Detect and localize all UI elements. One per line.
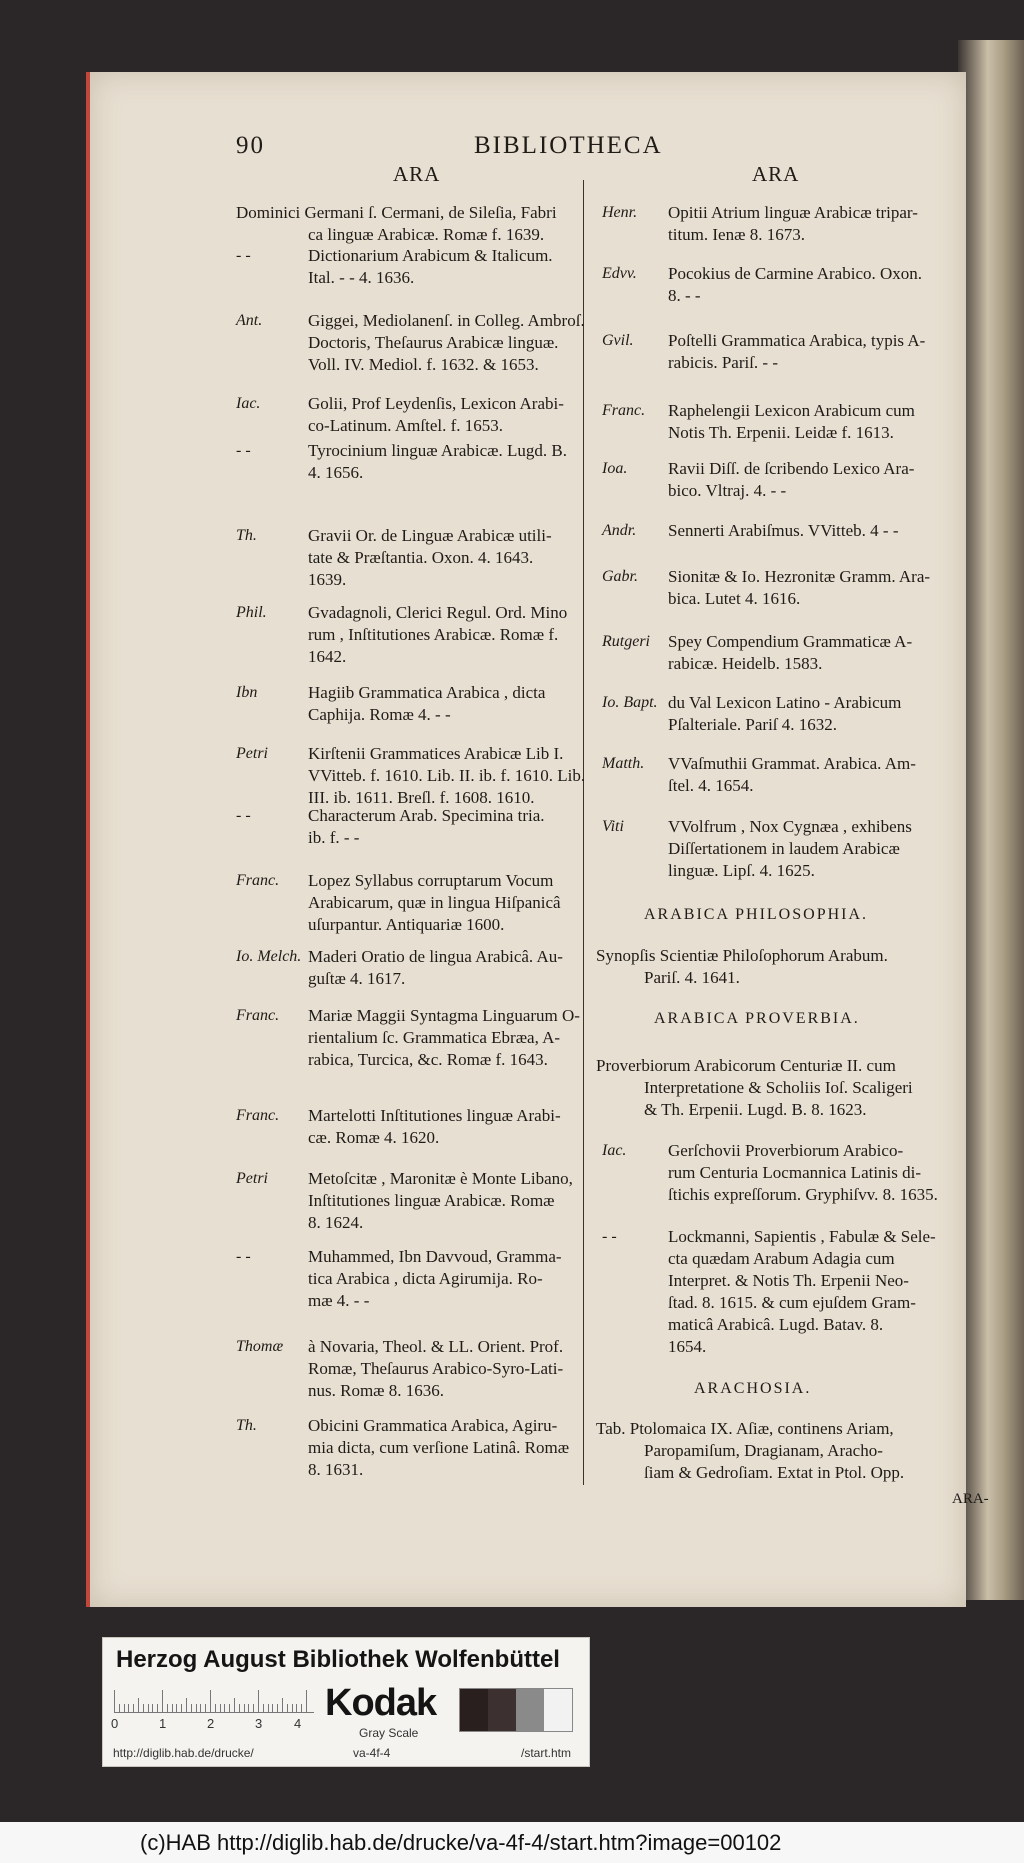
entry-line: cta quædam Arabum Adagia cum <box>668 1249 895 1268</box>
ruler-tick <box>114 1690 115 1712</box>
entry-author-abbr: Petri <box>236 745 268 762</box>
entry-line: 8. - - <box>668 286 701 305</box>
entry-line: Lockmanni, Sapientis , Fabulæ & Sele- <box>668 1227 936 1246</box>
entry-line: Raphelengii Lexicon Arabicum cum <box>668 401 915 420</box>
swatch-white <box>544 1689 572 1731</box>
entry-author-abbr: - - <box>236 442 251 459</box>
entry-line: bica. Lutet 4. 1616. <box>668 589 801 608</box>
ruler-number: 1 <box>159 1716 167 1731</box>
entry-author-abbr: Rutgeri <box>602 633 650 650</box>
entry-line: Pariſ. 4. 1641. <box>644 968 740 987</box>
ruler <box>114 1688 314 1713</box>
swatch-dark <box>488 1689 516 1731</box>
ruler-tick <box>143 1704 144 1712</box>
ruler-tick <box>205 1704 206 1712</box>
entry-line: Giggei, Mediolanenſ. in Colleg. Ambroſ. <box>308 311 585 330</box>
ruler-tick <box>220 1704 221 1712</box>
ruler-tick <box>152 1704 153 1712</box>
catchword: ARA- <box>952 1491 989 1507</box>
entry-line: Opitii Atrium linguæ Arabicæ tripar- <box>668 203 918 222</box>
ruler-number: 3 <box>255 1716 263 1731</box>
entry-line: co-Latinum. Amſtel. f. 1653. <box>308 416 503 435</box>
entry-author-abbr: Io. Bapt. <box>602 694 658 711</box>
entry-author-abbr: Th. <box>236 1417 257 1434</box>
entry-line: Doctoris, Theſaurus Arabicæ linguæ. <box>308 333 559 352</box>
swatch-mid <box>516 1689 544 1731</box>
ruler-tick <box>234 1698 235 1712</box>
entry-author-abbr: Petri <box>236 1170 268 1187</box>
entry-line: 8. 1631. <box>308 1460 364 1479</box>
entry-line: rabica, Turcica, &c. Romæ f. 1643. <box>308 1050 548 1069</box>
entry-line: VVaſmuthii Grammat. Arabica. Am- <box>668 754 916 773</box>
ruler-tick <box>215 1704 216 1712</box>
entry-line: linguæ. Lipſ. 4. 1625. <box>668 861 815 880</box>
calibration-card <box>102 1637 590 1767</box>
entry-line: rum , Inſtitutiones Arabicæ. Romæ f. <box>308 625 559 644</box>
ruler-number: 0 <box>111 1716 119 1731</box>
entry-line: Sennerti Arabiſmus. VVitteb. 4 - - <box>668 521 899 540</box>
entry-author-abbr: Matth. <box>602 755 645 772</box>
ruler-tick <box>248 1704 249 1712</box>
ruler-number: 2 <box>207 1716 215 1731</box>
entry-line: Hagiib Grammatica Arabica , dicta <box>308 683 546 702</box>
entry-line: Gerſchovii Proverbiorum Arabico- <box>668 1141 904 1160</box>
entry-line: mia dicta, cum verſione Latinâ. Romæ <box>308 1438 570 1457</box>
entry-line: Muhammed, Ibn Davvoud, Gramma- <box>308 1247 562 1266</box>
ruler-number: 4 <box>294 1716 302 1731</box>
entry-line: Sionitæ & Io. Hezronitæ Gramm. Ara- <box>668 567 931 586</box>
section-heading: ARACHOSIA. <box>694 1380 812 1397</box>
entry-line: 1642. <box>308 647 347 666</box>
footer-text: (c)HAB http://diglib.hab.de/drucke/va-4f-4/start.htm?image=00102 <box>140 1830 782 1855</box>
entry-line: Metoſcitæ , Maronitæ è Monte Libano, <box>308 1169 573 1188</box>
section-heading: ARABICA PROVERBIA. <box>654 1010 860 1027</box>
entry-line: Romæ, Theſaurus Arabico-Syro-Lati- <box>308 1359 564 1378</box>
book-fore-edge <box>958 40 1024 1600</box>
swatch-black <box>460 1689 488 1731</box>
entry-author-abbr: Franc. <box>602 402 646 419</box>
ruler-tick <box>162 1690 163 1712</box>
entry-line: Synopſis Scientiæ Philoſophorum Arabum. <box>596 946 888 965</box>
entry-author-abbr: Io. Melch. <box>236 948 302 965</box>
ruler-tick <box>306 1690 307 1712</box>
entry-line: III. ib. 1611. Breſl. f. 1608. 1610. <box>308 788 535 807</box>
entry-line: ſtichis expreſſorum. Gryphiſvv. 8. 1635. <box>668 1185 938 1204</box>
entry-line: cæ. Romæ 4. 1620. <box>308 1128 440 1147</box>
entry-author-abbr: - - <box>602 1228 617 1245</box>
entry-author-abbr: Ibn <box>236 684 258 701</box>
entry-author-abbr: - - <box>236 247 251 264</box>
entry-line: VVolfrum , Nox Cygnæa , exhibens <box>668 817 912 836</box>
footer-bar <box>0 1822 1024 1863</box>
entry-line: & Th. Erpenii. Lugd. B. 8. 1623. <box>644 1100 867 1119</box>
ruler-tick <box>186 1698 187 1712</box>
entry-line: rientalium ſc. Grammatica Ebræa, A- <box>308 1028 561 1047</box>
entry-line: Proverbiorum Arabicorum Centuriæ II. cum <box>596 1056 896 1075</box>
entry-line: Ravii Diſſ. de ſcribendo Lexico Ara- <box>668 459 915 478</box>
library-name: Herzog August Bibliothek Wolfenbüttel <box>116 1646 560 1673</box>
right-column-head: ARA <box>752 162 800 186</box>
entry-line: tica Arabica , dicta Agirumija. Ro- <box>308 1269 543 1288</box>
left-column-head: ARA <box>393 162 441 186</box>
entry-author-abbr: Franc. <box>236 872 280 889</box>
entry-line: rabicis. Pariſ. - - <box>668 353 778 372</box>
ruler-tick <box>172 1704 173 1712</box>
ruler-tick <box>181 1704 182 1712</box>
ruler-tick <box>282 1698 283 1712</box>
entry-line: Lopez Syllabus corruptarum Vocum <box>308 871 554 890</box>
entry-line: Inſtitutiones linguæ Arabicæ. Romæ <box>308 1191 555 1210</box>
entry-line: ib. f. - - <box>308 828 360 847</box>
entry-line: Gravii Or. de Linguæ Arabicæ utili- <box>308 526 552 545</box>
entry-line: Diſſertationem in laudem Arabicæ <box>668 839 900 858</box>
entry-line: Obicini Grammatica Arabica, Agiru- <box>308 1416 558 1435</box>
ruler-tick <box>272 1704 273 1712</box>
entry-line: Pocokius de Carmine Arabico. Oxon. <box>668 264 923 283</box>
entry-line: ſtad. 8. 1615. & cum ejuſdem Gram- <box>668 1293 916 1312</box>
entry-line: Caphija. Romæ 4. - - <box>308 705 451 724</box>
ruler-tick <box>263 1704 264 1712</box>
ruler-tick <box>292 1704 293 1712</box>
entry-line: tate & Præſtantia. Oxon. 4. 1643. <box>308 548 534 567</box>
entry-author-abbr: Ioa. <box>602 460 628 477</box>
entry-author-abbr: Andr. <box>602 522 637 539</box>
url-base: http://diglib.hab.de/drucke/ <box>113 1746 254 1760</box>
entry-author-abbr: Gabr. <box>602 568 639 585</box>
entry-line: à Novaria, Theol. & LL. Orient. Prof. <box>308 1337 564 1356</box>
ruler-tick <box>148 1704 149 1712</box>
entry-line: Interpret. & Notis Th. Erpenii Neo- <box>668 1271 909 1290</box>
running-head: BIBLIOTHECA <box>474 132 663 159</box>
entry-author-abbr: - - <box>236 807 251 824</box>
entry-author-abbr: Iac. <box>236 395 261 412</box>
entry-line: Poſtelli Grammatica Arabica, typis A- <box>668 331 926 350</box>
ruler-tick <box>191 1704 192 1712</box>
entry-line: mæ 4. - - <box>308 1291 370 1310</box>
ruler-tick <box>196 1704 197 1712</box>
kodak-logo: Kodak <box>325 1682 437 1724</box>
entry-author-abbr: Franc. <box>236 1107 280 1124</box>
entry-author-abbr: Th. <box>236 527 257 544</box>
entry-author-abbr: Henr. <box>602 204 638 221</box>
entry-author-abbr: Iac. <box>602 1142 627 1159</box>
entry-line: Tyrocinium linguæ Arabicæ. Lugd. B. <box>308 441 567 460</box>
ruler-tick <box>244 1704 245 1712</box>
entry-author-abbr: Thomæ <box>236 1338 284 1355</box>
ruler-tick <box>296 1704 297 1712</box>
ruler-tick <box>224 1704 225 1712</box>
ruler-tick <box>287 1704 288 1712</box>
entry-line: ca linguæ Arabicæ. Romæ f. 1639. <box>308 225 545 244</box>
url-start: /start.htm <box>521 1746 572 1760</box>
ruler-tick <box>268 1704 269 1712</box>
ruler-tick <box>229 1704 230 1712</box>
entry-line: Notis Th. Erpenii. Leidæ f. 1613. <box>668 423 894 442</box>
ruler-tick <box>253 1704 254 1712</box>
ruler-tick <box>277 1704 278 1712</box>
entry-line: Interpretatione & Scholiis Ioſ. Scaligeri <box>644 1078 913 1097</box>
entry-line: Pſalteriale. Pariſ 4. 1632. <box>668 715 838 734</box>
ruler-tick <box>258 1690 259 1712</box>
entry-line: 1654. <box>668 1337 707 1356</box>
entry-line: Kirſtenii Grammatices Arabicæ Lib I. <box>308 744 564 763</box>
entry-line: uſurpantur. Antiquariæ 1600. <box>308 915 505 934</box>
entry-author-abbr: Edvv. <box>602 265 637 282</box>
ruler-tick <box>128 1704 129 1712</box>
entry-author-abbr: Phil. <box>236 604 267 621</box>
entry-line: nus. Romæ 8. 1636. <box>308 1381 445 1400</box>
entry-author-abbr: Ant. <box>236 312 263 329</box>
page-number: 90 <box>236 132 265 159</box>
entry-line: Spey Compendium Grammaticæ A- <box>668 632 913 651</box>
ruler-tick <box>200 1704 201 1712</box>
entry-line: du Val Lexicon Latino - Arabicum <box>668 693 902 712</box>
entry-line: Dictionarium Arabicum & Italicum. <box>308 246 553 265</box>
ruler-tick <box>210 1690 211 1712</box>
entry-line: Characterum Arab. Specimina tria. <box>308 806 545 825</box>
ruler-tick <box>176 1704 177 1712</box>
entry-line: 1639. <box>308 570 347 589</box>
entry-author-abbr: Gvil. <box>602 332 634 349</box>
ruler-tick <box>119 1704 120 1712</box>
entry-line: bico. Vltraj. 4. - - <box>668 481 787 500</box>
entry-line: Martelotti Inſtitutiones linguæ Arabi- <box>308 1106 561 1125</box>
entry-line: Tab. Ptolomaica IX. Aſiæ, continens Ariam, <box>596 1419 894 1438</box>
column-rule <box>583 180 584 1485</box>
entry-line: VVitteb. f. 1610. Lib. II. ib. f. 1610. Lib. <box>308 766 586 785</box>
ruler-tick <box>239 1704 240 1712</box>
ruler-tick <box>157 1704 158 1712</box>
entry-line: 4. 1656. <box>308 463 364 482</box>
gray-scale-swatches <box>459 1688 573 1732</box>
ruler-tick <box>138 1698 139 1712</box>
ruler-tick <box>167 1704 168 1712</box>
entry-line: rum Centuria Locmannica Latinis di- <box>668 1163 922 1182</box>
gray-scale-label: Gray Scale <box>359 1726 419 1740</box>
ruler-tick <box>133 1704 134 1712</box>
ruler-tick <box>124 1704 125 1712</box>
entry-line: 8. 1624. <box>308 1213 364 1232</box>
url-shelfmark: va-4f-4 <box>353 1746 391 1760</box>
entry-author-abbr: Viti <box>602 818 624 835</box>
entry-line: Voll. IV. Mediol. f. 1632. & 1653. <box>308 355 539 374</box>
entry-line: Gvadagnoli, Clerici Regul. Ord. Mino <box>308 603 568 622</box>
entry-line: maticâ Arabicâ. Lugd. Batav. 8. <box>668 1315 884 1334</box>
entry-line: Dominici Germani ſ. Cermani, de Sileſia, Fabri <box>236 203 557 222</box>
entry-line: ſtel. 4. 1654. <box>668 776 754 795</box>
entry-line: rabicæ. Heidelb. 1583. <box>668 654 823 673</box>
entry-line: Ital. - - 4. 1636. <box>308 268 415 287</box>
entry-line: ſiam & Gedroſiam. Extat in Ptol. Opp. <box>644 1463 905 1482</box>
entry-line: Mariæ Maggii Syntagma Linguarum O- <box>308 1006 580 1025</box>
ruler-tick <box>301 1704 302 1712</box>
entry-author-abbr: - - <box>236 1248 251 1265</box>
entry-line: Arabicarum, quæ in lingua Hiſpanicâ <box>308 893 561 912</box>
entry-line: titum. Ienæ 8. 1673. <box>668 225 805 244</box>
entry-line: guſtæ 4. 1617. <box>308 969 406 988</box>
entry-line: Paropamiſum, Dragianam, Aracho- <box>644 1441 883 1460</box>
section-heading: ARABICA PHILOSOPHIA. <box>644 906 869 923</box>
entry-line: Golii, Prof Leydenſis, Lexicon Arabi- <box>308 394 564 413</box>
entry-author-abbr: Franc. <box>236 1007 280 1024</box>
entry-line: Maderi Oratio de lingua Arabicâ. Au- <box>308 947 563 966</box>
